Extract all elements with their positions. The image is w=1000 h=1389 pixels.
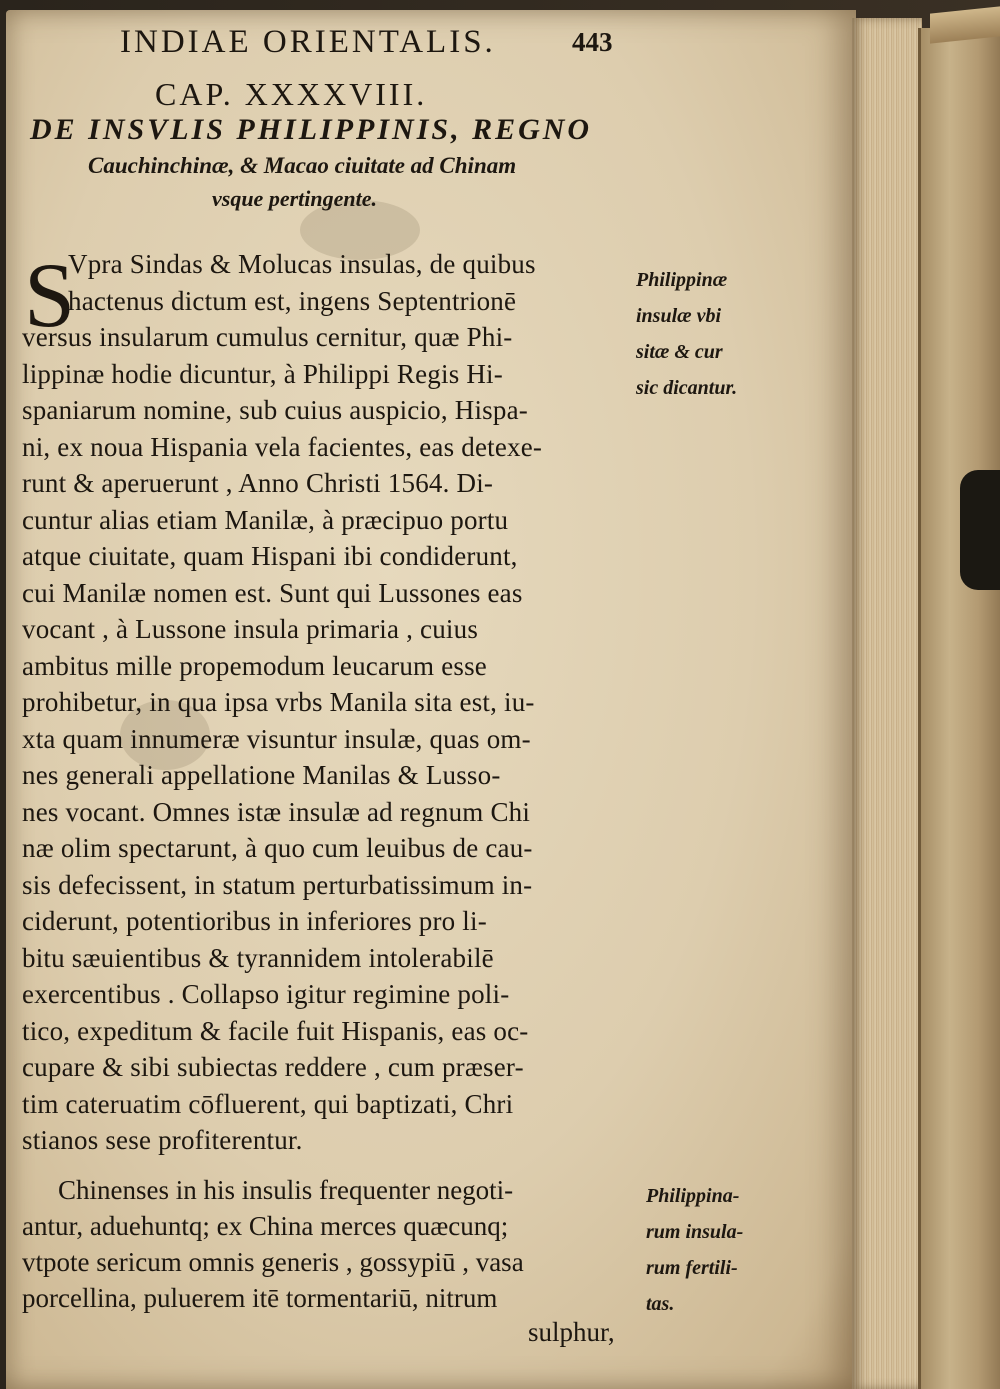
margin-note-line: Philippinæ bbox=[636, 269, 728, 291]
cover-tear bbox=[960, 470, 1000, 590]
text-line: runt & aperuerunt , Anno Christi 1564. Di- bbox=[22, 468, 494, 498]
text-line: sis defecissent, in statum perturbatissimum in- bbox=[22, 869, 533, 900]
text-line: lippinæ hodie dicuntur, à Philippi Regis Hi- bbox=[22, 358, 503, 389]
text-line: cui Manilæ nomen est. Sunt qui Lussones eas bbox=[22, 577, 523, 608]
text-line: atque ciuitate, quam Hispani ibi condiderunt, bbox=[22, 541, 518, 571]
text-line: cupare & sibi subiectas reddere , cum præser- bbox=[22, 1052, 524, 1082]
text-line: exercentibus . Collapso igitur regimine poli- bbox=[22, 979, 510, 1009]
text-line: vtpote sericum omnis generis , gossypiū , vasa bbox=[22, 1247, 524, 1277]
chapter-title-line: Cauchinchinæ, & Macao ciuitate ad Chinam bbox=[88, 153, 517, 178]
page-number: 443 bbox=[572, 27, 613, 57]
drop-capital: S bbox=[24, 244, 76, 346]
paragraph-1 bbox=[22, 246, 642, 1159]
paragraph-2 bbox=[22, 1172, 642, 1316]
catchword: sulphur, bbox=[528, 1317, 615, 1347]
margin-note bbox=[636, 262, 737, 406]
margin-note bbox=[646, 1178, 743, 1322]
text-line: porcellina, puluerem itē tormentariū, nitrum bbox=[22, 1283, 498, 1313]
text-line: stianos sese profiterentur. bbox=[22, 1125, 303, 1155]
chapter-title-line: DE INSVLIS PHILIPPINIS, REGNO bbox=[30, 113, 593, 146]
text-line: tico, expeditum & facile fuit Hispanis, eas oc- bbox=[22, 1015, 529, 1046]
text-line: cuntur alias etiam Manilæ, à præcipuo portu bbox=[22, 504, 509, 535]
text-line: tim cateruatim cōfluerent, qui baptizati, Chri bbox=[22, 1088, 514, 1119]
text-line: Chinenses in his insulis frequenter negoti- bbox=[58, 1175, 514, 1205]
running-head: INDIAE ORIENTALIS. bbox=[120, 24, 496, 60]
text-line: prohibetur, in qua ipsa vrbs Manila sita est, iu- bbox=[22, 687, 535, 717]
text-line: ni, ex noua Hispania vela facientes, eas detexe- bbox=[22, 431, 543, 462]
text-line: hactenus dictum est, ingens Septentrionē bbox=[68, 285, 517, 316]
text-line: ambitus mille propemodum leucarum esse bbox=[22, 650, 487, 681]
page-edges bbox=[852, 18, 922, 1389]
margin-note-line: tas. bbox=[646, 1293, 675, 1315]
chapter-title-line: vsque pertingente. bbox=[212, 186, 377, 211]
text-line: antur, aduehuntq; ex China merces quæcunq; bbox=[22, 1211, 509, 1241]
text-line: versus insularum cumulus cernitur, quæ Phi- bbox=[22, 322, 513, 352]
margin-note-line: sic dicantur. bbox=[636, 377, 738, 399]
text-line: nes generali appellatione Manilas & Lusso- bbox=[22, 760, 501, 790]
margin-note-line: sitæ & cur bbox=[636, 341, 723, 363]
text-line: spaniarum nomine, sub cuius auspicio, Hispa- bbox=[22, 395, 528, 425]
text-line: bitu sæuientibus & tyrannidem intolerabilē bbox=[22, 942, 494, 973]
margin-note-line: rum fertili- bbox=[646, 1257, 738, 1279]
text-line: xta quam innumeræ visuntur insulæ, quas om- bbox=[22, 723, 531, 754]
margin-note-line: insulæ vbi bbox=[636, 305, 722, 327]
vellum-cover bbox=[918, 28, 1000, 1389]
text-line: næ olim spectarunt, à quo cum leuibus de cau- bbox=[22, 833, 533, 863]
text-line: Vpra Sindas & Molucas insulas, de quibus bbox=[68, 249, 536, 279]
text-line: nes vocant. Omnes istæ insulæ ad regnum Chi bbox=[22, 796, 531, 827]
text-line: vocant , à Lussone insula primaria , cuius bbox=[22, 614, 479, 644]
margin-note-line: rum insula- bbox=[646, 1221, 744, 1243]
chapter-heading: CAP. XXXXVIII. bbox=[155, 76, 428, 112]
margin-note-line: Philippina- bbox=[646, 1185, 740, 1207]
text-line: ciderunt, potentioribus in inferiores pro li- bbox=[22, 906, 487, 936]
